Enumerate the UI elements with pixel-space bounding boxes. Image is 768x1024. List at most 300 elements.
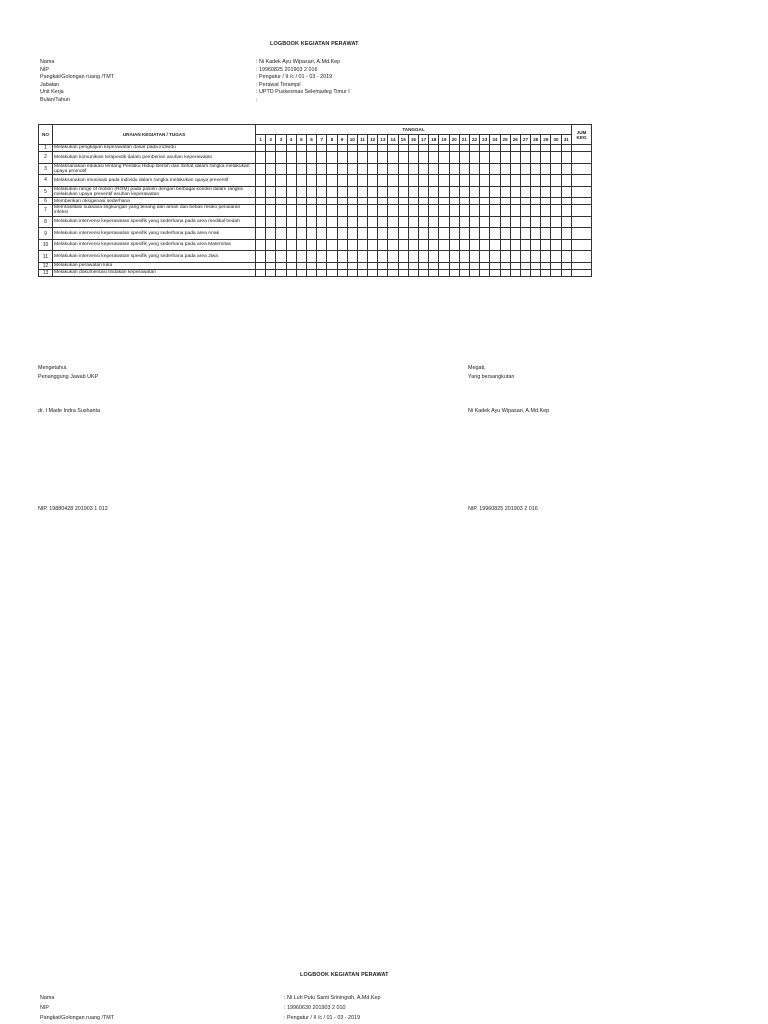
day-cell[interactable]	[276, 205, 286, 217]
day-cell[interactable]	[541, 152, 551, 164]
day-cell[interactable]	[408, 198, 418, 205]
day-cell[interactable]	[357, 163, 367, 175]
day-cell[interactable]	[398, 145, 408, 152]
day-cell[interactable]	[327, 239, 337, 251]
day-cell[interactable]	[500, 163, 510, 175]
day-cell[interactable]	[480, 239, 490, 251]
day-cell[interactable]	[429, 198, 439, 205]
day-cell[interactable]	[469, 205, 479, 217]
day-cell[interactable]	[469, 228, 479, 240]
day-cell[interactable]	[398, 239, 408, 251]
day-cell[interactable]	[561, 198, 571, 205]
day-cell[interactable]	[449, 186, 459, 198]
day-cell[interactable]	[388, 186, 398, 198]
day-cell[interactable]	[347, 198, 357, 205]
day-cell[interactable]	[357, 186, 367, 198]
day-cell[interactable]	[256, 205, 266, 217]
day-cell[interactable]	[541, 186, 551, 198]
day-cell[interactable]	[510, 269, 520, 276]
day-cell[interactable]	[429, 239, 439, 251]
day-cell[interactable]	[317, 269, 327, 276]
day-cell[interactable]	[388, 145, 398, 152]
day-cell[interactable]	[531, 186, 541, 198]
day-cell[interactable]	[357, 175, 367, 187]
day-cell[interactable]	[347, 145, 357, 152]
day-cell[interactable]	[317, 186, 327, 198]
day-cell[interactable]	[266, 198, 276, 205]
day-cell[interactable]	[378, 269, 388, 276]
day-cell[interactable]	[480, 175, 490, 187]
total-cell[interactable]	[572, 269, 592, 276]
day-cell[interactable]	[408, 216, 418, 228]
day-cell[interactable]	[266, 175, 276, 187]
day-cell[interactable]	[256, 152, 266, 164]
day-cell[interactable]	[500, 152, 510, 164]
day-cell[interactable]	[439, 152, 449, 164]
day-cell[interactable]	[520, 216, 530, 228]
day-cell[interactable]	[337, 205, 347, 217]
day-cell[interactable]	[459, 269, 469, 276]
day-cell[interactable]	[327, 152, 337, 164]
day-cell[interactable]	[337, 216, 347, 228]
day-cell[interactable]	[561, 205, 571, 217]
day-cell[interactable]	[347, 239, 357, 251]
day-cell[interactable]	[541, 228, 551, 240]
day-cell[interactable]	[266, 262, 276, 269]
day-cell[interactable]	[327, 251, 337, 263]
day-cell[interactable]	[459, 262, 469, 269]
day-cell[interactable]	[449, 228, 459, 240]
day-cell[interactable]	[368, 216, 378, 228]
day-cell[interactable]	[439, 175, 449, 187]
day-cell[interactable]	[551, 216, 561, 228]
day-cell[interactable]	[439, 269, 449, 276]
day-cell[interactable]	[296, 228, 306, 240]
day-cell[interactable]	[306, 186, 316, 198]
day-cell[interactable]	[531, 175, 541, 187]
day-cell[interactable]	[337, 239, 347, 251]
day-cell[interactable]	[357, 152, 367, 164]
day-cell[interactable]	[419, 186, 429, 198]
day-cell[interactable]	[429, 175, 439, 187]
day-cell[interactable]	[429, 269, 439, 276]
day-cell[interactable]	[347, 186, 357, 198]
day-cell[interactable]	[286, 186, 296, 198]
day-cell[interactable]	[419, 228, 429, 240]
day-cell[interactable]	[510, 198, 520, 205]
day-cell[interactable]	[256, 186, 266, 198]
day-cell[interactable]	[347, 152, 357, 164]
day-cell[interactable]	[388, 175, 398, 187]
day-cell[interactable]	[256, 262, 266, 269]
day-cell[interactable]	[256, 175, 266, 187]
day-cell[interactable]	[510, 239, 520, 251]
day-cell[interactable]	[276, 269, 286, 276]
day-cell[interactable]	[551, 152, 561, 164]
day-cell[interactable]	[561, 152, 571, 164]
day-cell[interactable]	[408, 239, 418, 251]
day-cell[interactable]	[296, 163, 306, 175]
day-cell[interactable]	[306, 205, 316, 217]
day-cell[interactable]	[480, 205, 490, 217]
day-cell[interactable]	[439, 145, 449, 152]
day-cell[interactable]	[388, 205, 398, 217]
day-cell[interactable]	[357, 239, 367, 251]
day-cell[interactable]	[398, 205, 408, 217]
day-cell[interactable]	[388, 239, 398, 251]
day-cell[interactable]	[408, 163, 418, 175]
day-cell[interactable]	[531, 145, 541, 152]
day-cell[interactable]	[347, 251, 357, 263]
day-cell[interactable]	[449, 216, 459, 228]
day-cell[interactable]	[368, 262, 378, 269]
day-cell[interactable]	[500, 269, 510, 276]
day-cell[interactable]	[500, 205, 510, 217]
day-cell[interactable]	[531, 262, 541, 269]
day-cell[interactable]	[419, 269, 429, 276]
day-cell[interactable]	[480, 145, 490, 152]
day-cell[interactable]	[459, 239, 469, 251]
day-cell[interactable]	[480, 186, 490, 198]
day-cell[interactable]	[419, 175, 429, 187]
day-cell[interactable]	[561, 239, 571, 251]
day-cell[interactable]	[296, 205, 306, 217]
day-cell[interactable]	[266, 152, 276, 164]
day-cell[interactable]	[306, 175, 316, 187]
day-cell[interactable]	[296, 251, 306, 263]
day-cell[interactable]	[429, 228, 439, 240]
day-cell[interactable]	[276, 186, 286, 198]
day-cell[interactable]	[408, 228, 418, 240]
day-cell[interactable]	[256, 198, 266, 205]
day-cell[interactable]	[520, 145, 530, 152]
day-cell[interactable]	[368, 228, 378, 240]
day-cell[interactable]	[541, 163, 551, 175]
day-cell[interactable]	[306, 228, 316, 240]
day-cell[interactable]	[541, 216, 551, 228]
day-cell[interactable]	[541, 145, 551, 152]
day-cell[interactable]	[449, 205, 459, 217]
day-cell[interactable]	[357, 205, 367, 217]
day-cell[interactable]	[531, 269, 541, 276]
day-cell[interactable]	[357, 198, 367, 205]
day-cell[interactable]	[480, 163, 490, 175]
day-cell[interactable]	[510, 186, 520, 198]
day-cell[interactable]	[459, 228, 469, 240]
day-cell[interactable]	[266, 239, 276, 251]
day-cell[interactable]	[276, 228, 286, 240]
day-cell[interactable]	[520, 186, 530, 198]
day-cell[interactable]	[469, 145, 479, 152]
day-cell[interactable]	[520, 175, 530, 187]
day-cell[interactable]	[480, 269, 490, 276]
day-cell[interactable]	[266, 216, 276, 228]
day-cell[interactable]	[337, 198, 347, 205]
day-cell[interactable]	[286, 163, 296, 175]
day-cell[interactable]	[490, 251, 500, 263]
day-cell[interactable]	[541, 175, 551, 187]
day-cell[interactable]	[388, 163, 398, 175]
day-cell[interactable]	[286, 145, 296, 152]
day-cell[interactable]	[459, 175, 469, 187]
day-cell[interactable]	[531, 205, 541, 217]
day-cell[interactable]	[378, 251, 388, 263]
day-cell[interactable]	[256, 251, 266, 263]
day-cell[interactable]	[398, 198, 408, 205]
day-cell[interactable]	[347, 175, 357, 187]
day-cell[interactable]	[378, 239, 388, 251]
day-cell[interactable]	[368, 186, 378, 198]
day-cell[interactable]	[490, 216, 500, 228]
day-cell[interactable]	[317, 198, 327, 205]
total-cell[interactable]	[572, 239, 592, 251]
day-cell[interactable]	[296, 186, 306, 198]
day-cell[interactable]	[561, 262, 571, 269]
day-cell[interactable]	[398, 228, 408, 240]
day-cell[interactable]	[378, 186, 388, 198]
day-cell[interactable]	[296, 216, 306, 228]
day-cell[interactable]	[520, 239, 530, 251]
day-cell[interactable]	[378, 152, 388, 164]
day-cell[interactable]	[449, 262, 459, 269]
day-cell[interactable]	[531, 216, 541, 228]
day-cell[interactable]	[317, 163, 327, 175]
day-cell[interactable]	[368, 269, 378, 276]
day-cell[interactable]	[398, 251, 408, 263]
day-cell[interactable]	[306, 269, 316, 276]
day-cell[interactable]	[398, 216, 408, 228]
day-cell[interactable]	[276, 239, 286, 251]
day-cell[interactable]	[388, 251, 398, 263]
day-cell[interactable]	[510, 228, 520, 240]
day-cell[interactable]	[551, 239, 561, 251]
day-cell[interactable]	[419, 216, 429, 228]
day-cell[interactable]	[541, 205, 551, 217]
day-cell[interactable]	[500, 175, 510, 187]
day-cell[interactable]	[510, 175, 520, 187]
day-cell[interactable]	[490, 198, 500, 205]
day-cell[interactable]	[266, 228, 276, 240]
day-cell[interactable]	[398, 262, 408, 269]
day-cell[interactable]	[368, 205, 378, 217]
total-cell[interactable]	[572, 228, 592, 240]
day-cell[interactable]	[408, 262, 418, 269]
day-cell[interactable]	[317, 205, 327, 217]
day-cell[interactable]	[337, 186, 347, 198]
day-cell[interactable]	[388, 262, 398, 269]
day-cell[interactable]	[551, 262, 561, 269]
day-cell[interactable]	[256, 239, 266, 251]
day-cell[interactable]	[480, 198, 490, 205]
day-cell[interactable]	[256, 145, 266, 152]
day-cell[interactable]	[276, 216, 286, 228]
day-cell[interactable]	[296, 175, 306, 187]
day-cell[interactable]	[419, 152, 429, 164]
day-cell[interactable]	[541, 262, 551, 269]
day-cell[interactable]	[561, 163, 571, 175]
day-cell[interactable]	[541, 239, 551, 251]
day-cell[interactable]	[337, 269, 347, 276]
day-cell[interactable]	[317, 216, 327, 228]
total-cell[interactable]	[572, 205, 592, 217]
day-cell[interactable]	[500, 145, 510, 152]
day-cell[interactable]	[520, 262, 530, 269]
total-cell[interactable]	[572, 262, 592, 269]
day-cell[interactable]	[388, 216, 398, 228]
day-cell[interactable]	[500, 228, 510, 240]
day-cell[interactable]	[469, 152, 479, 164]
day-cell[interactable]	[337, 152, 347, 164]
day-cell[interactable]	[561, 216, 571, 228]
day-cell[interactable]	[449, 152, 459, 164]
day-cell[interactable]	[419, 198, 429, 205]
day-cell[interactable]	[276, 175, 286, 187]
day-cell[interactable]	[296, 239, 306, 251]
day-cell[interactable]	[256, 269, 266, 276]
day-cell[interactable]	[429, 163, 439, 175]
day-cell[interactable]	[520, 269, 530, 276]
day-cell[interactable]	[368, 198, 378, 205]
day-cell[interactable]	[551, 186, 561, 198]
day-cell[interactable]	[419, 251, 429, 263]
day-cell[interactable]	[520, 251, 530, 263]
day-cell[interactable]	[398, 163, 408, 175]
day-cell[interactable]	[469, 175, 479, 187]
day-cell[interactable]	[276, 145, 286, 152]
day-cell[interactable]	[296, 262, 306, 269]
day-cell[interactable]	[551, 198, 561, 205]
day-cell[interactable]	[357, 269, 367, 276]
day-cell[interactable]	[408, 175, 418, 187]
day-cell[interactable]	[459, 198, 469, 205]
day-cell[interactable]	[531, 163, 541, 175]
day-cell[interactable]	[520, 228, 530, 240]
day-cell[interactable]	[388, 228, 398, 240]
day-cell[interactable]	[327, 186, 337, 198]
day-cell[interactable]	[347, 163, 357, 175]
day-cell[interactable]	[510, 145, 520, 152]
day-cell[interactable]	[520, 163, 530, 175]
day-cell[interactable]	[317, 251, 327, 263]
day-cell[interactable]	[388, 198, 398, 205]
day-cell[interactable]	[531, 239, 541, 251]
day-cell[interactable]	[439, 205, 449, 217]
day-cell[interactable]	[296, 269, 306, 276]
day-cell[interactable]	[439, 239, 449, 251]
day-cell[interactable]	[551, 269, 561, 276]
day-cell[interactable]	[490, 228, 500, 240]
day-cell[interactable]	[286, 251, 296, 263]
day-cell[interactable]	[490, 175, 500, 187]
day-cell[interactable]	[317, 228, 327, 240]
day-cell[interactable]	[266, 145, 276, 152]
day-cell[interactable]	[368, 163, 378, 175]
day-cell[interactable]	[408, 269, 418, 276]
day-cell[interactable]	[266, 205, 276, 217]
day-cell[interactable]	[439, 216, 449, 228]
day-cell[interactable]	[337, 262, 347, 269]
day-cell[interactable]	[327, 269, 337, 276]
day-cell[interactable]	[429, 186, 439, 198]
day-cell[interactable]	[357, 228, 367, 240]
day-cell[interactable]	[459, 186, 469, 198]
day-cell[interactable]	[266, 251, 276, 263]
day-cell[interactable]	[419, 239, 429, 251]
day-cell[interactable]	[469, 163, 479, 175]
day-cell[interactable]	[520, 198, 530, 205]
day-cell[interactable]	[469, 198, 479, 205]
day-cell[interactable]	[429, 145, 439, 152]
day-cell[interactable]	[459, 216, 469, 228]
day-cell[interactable]	[551, 163, 561, 175]
day-cell[interactable]	[276, 163, 286, 175]
day-cell[interactable]	[469, 186, 479, 198]
day-cell[interactable]	[480, 228, 490, 240]
day-cell[interactable]	[551, 175, 561, 187]
day-cell[interactable]	[368, 152, 378, 164]
day-cell[interactable]	[388, 152, 398, 164]
day-cell[interactable]	[276, 152, 286, 164]
day-cell[interactable]	[531, 228, 541, 240]
day-cell[interactable]	[500, 186, 510, 198]
day-cell[interactable]	[286, 198, 296, 205]
day-cell[interactable]	[490, 186, 500, 198]
day-cell[interactable]	[439, 198, 449, 205]
day-cell[interactable]	[286, 269, 296, 276]
day-cell[interactable]	[347, 228, 357, 240]
day-cell[interactable]	[531, 152, 541, 164]
day-cell[interactable]	[561, 269, 571, 276]
day-cell[interactable]	[561, 145, 571, 152]
day-cell[interactable]	[306, 152, 316, 164]
day-cell[interactable]	[429, 152, 439, 164]
day-cell[interactable]	[561, 251, 571, 263]
day-cell[interactable]	[480, 216, 490, 228]
day-cell[interactable]	[388, 269, 398, 276]
day-cell[interactable]	[378, 205, 388, 217]
day-cell[interactable]	[347, 262, 357, 269]
day-cell[interactable]	[510, 216, 520, 228]
day-cell[interactable]	[327, 175, 337, 187]
day-cell[interactable]	[531, 251, 541, 263]
day-cell[interactable]	[449, 175, 459, 187]
day-cell[interactable]	[327, 262, 337, 269]
day-cell[interactable]	[408, 186, 418, 198]
day-cell[interactable]	[296, 152, 306, 164]
day-cell[interactable]	[561, 186, 571, 198]
day-cell[interactable]	[469, 239, 479, 251]
day-cell[interactable]	[490, 269, 500, 276]
day-cell[interactable]	[510, 163, 520, 175]
day-cell[interactable]	[317, 145, 327, 152]
day-cell[interactable]	[317, 152, 327, 164]
day-cell[interactable]	[469, 251, 479, 263]
day-cell[interactable]	[510, 152, 520, 164]
day-cell[interactable]	[357, 251, 367, 263]
day-cell[interactable]	[306, 251, 316, 263]
day-cell[interactable]	[368, 251, 378, 263]
day-cell[interactable]	[439, 251, 449, 263]
day-cell[interactable]	[439, 186, 449, 198]
day-cell[interactable]	[510, 251, 520, 263]
day-cell[interactable]	[408, 205, 418, 217]
day-cell[interactable]	[357, 145, 367, 152]
total-cell[interactable]	[572, 216, 592, 228]
day-cell[interactable]	[378, 198, 388, 205]
day-cell[interactable]	[306, 239, 316, 251]
day-cell[interactable]	[347, 216, 357, 228]
day-cell[interactable]	[520, 205, 530, 217]
